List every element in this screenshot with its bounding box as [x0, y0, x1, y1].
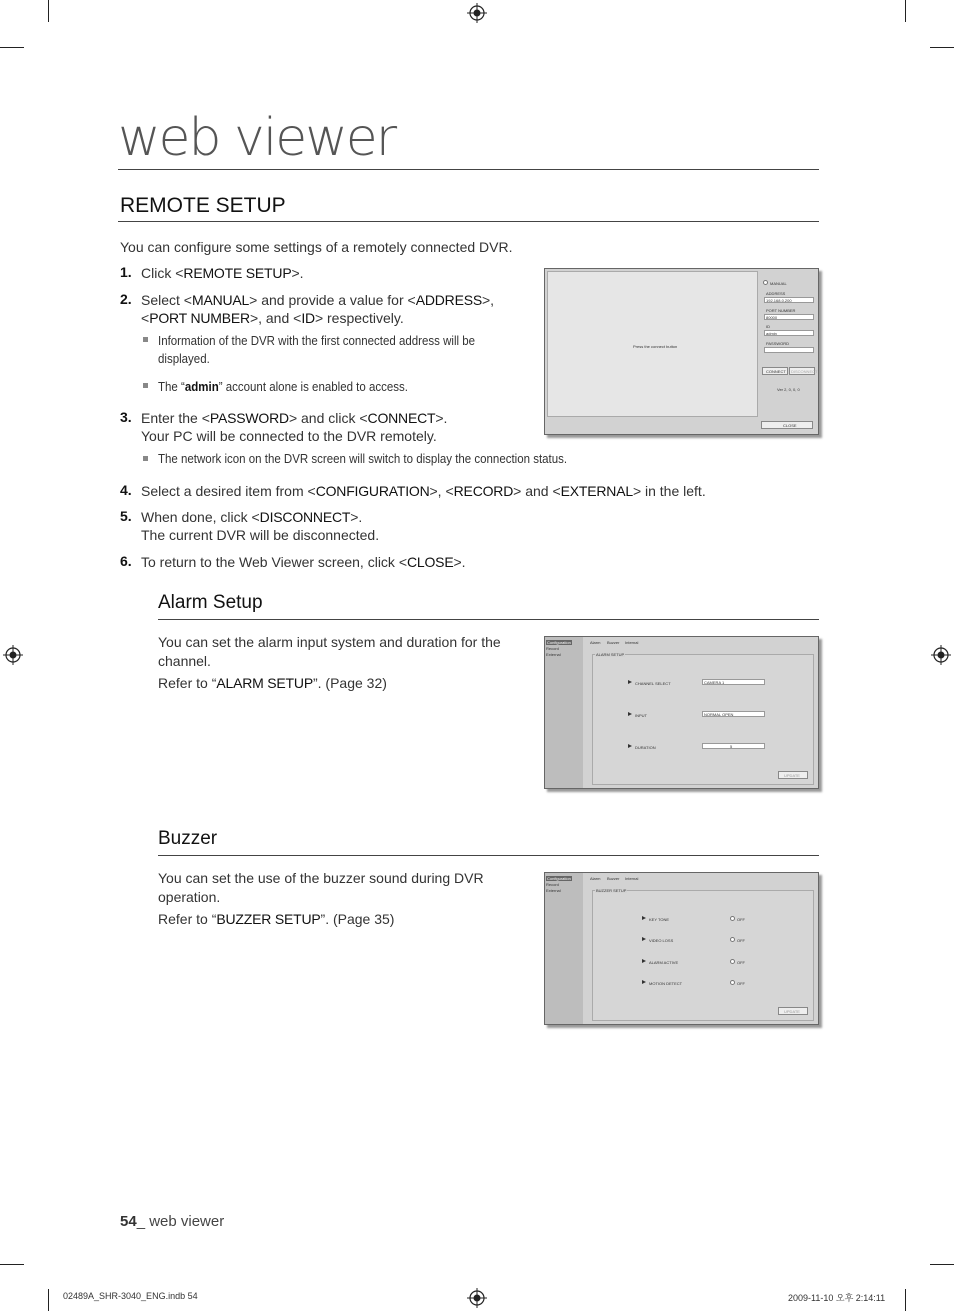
- arrow-icon: [642, 980, 646, 984]
- row-value: OFF: [737, 981, 745, 986]
- buzzer-desc-line2: operation.: [158, 889, 221, 905]
- registration-mark-icon: [931, 645, 951, 665]
- menu-external[interactable]: External: [546, 652, 561, 657]
- settings-sidebar: [545, 637, 583, 788]
- connection-view-panel: [547, 271, 758, 417]
- port-label: PORT NUMBER: [766, 308, 796, 313]
- close-button[interactable]: CLOSE: [761, 421, 813, 429]
- crop-mark: [905, 0, 906, 22]
- step-number: 5.: [120, 508, 132, 524]
- row-label: INPUT: [635, 713, 647, 718]
- print-file-info: 02489A_SHR-3040_ENG.indb 54: [63, 1291, 198, 1301]
- crop-mark: [0, 47, 24, 48]
- step-number: 4.: [120, 482, 132, 498]
- page-footer: [120, 1213, 224, 1230]
- motion-detect-radio[interactable]: [730, 980, 735, 985]
- tab-alarm[interactable]: Alarm: [590, 640, 601, 645]
- step-3-text: Enter the <PASSWORD> and click <CONNECT>.: [141, 410, 448, 426]
- manual-radio[interactable]: [763, 280, 768, 285]
- note-text: displayed.: [158, 352, 210, 366]
- note-text: The network icon on the DVR screen will switch to display the connection status.: [158, 452, 568, 466]
- port-field[interactable]: 80000: [764, 314, 814, 320]
- buzzer-setup-screenshot: [544, 872, 819, 1025]
- row-value: OFF: [737, 917, 745, 922]
- alarm-active-radio[interactable]: [730, 959, 735, 964]
- chapter-divider: [118, 169, 819, 170]
- password-field[interactable]: [764, 347, 814, 353]
- step-number: 1.: [120, 264, 132, 280]
- menu-record[interactable]: Record: [546, 882, 559, 887]
- arrow-icon: [642, 959, 646, 963]
- alarm-setup-group: [592, 654, 814, 785]
- tab-buzzer[interactable]: Buzzer: [607, 876, 620, 881]
- group-title: BUZZER SETUP: [596, 888, 627, 893]
- crop-mark: [930, 47, 954, 48]
- address-label: ADDRESS: [766, 291, 786, 296]
- row-label: KEY TONE: [649, 917, 670, 922]
- disconnect-button[interactable]: DISCONNECT: [791, 369, 818, 374]
- crop-mark: [48, 0, 49, 22]
- video-loss-radio[interactable]: [730, 937, 735, 942]
- arrow-icon: [628, 680, 632, 684]
- alarm-desc: You can set the alarm input system and duration for the: [158, 634, 501, 650]
- buzzer-setup-group: [592, 890, 814, 1021]
- step-5-text: When done, click <DISCONNECT>.: [141, 509, 363, 525]
- manual-label: MANUAL: [770, 281, 787, 286]
- row-label: DURATION: [635, 745, 656, 750]
- buzzer-divider: [158, 855, 819, 856]
- page-label: _ web viewer: [136, 1213, 225, 1230]
- note-bullet-icon: [143, 456, 148, 461]
- alarm-setup-divider: [158, 619, 819, 620]
- step-2-text: Select <MANUAL> and provide a value for <ADDRESS>,: [141, 292, 495, 308]
- id-field[interactable]: admin: [764, 330, 814, 336]
- arrow-icon: [642, 916, 646, 920]
- menu-configuration[interactable]: Configuration: [547, 876, 571, 881]
- row-value: OFF: [737, 960, 745, 965]
- row-label: CHANNEL SELECT: [635, 681, 671, 686]
- registration-mark-icon: [467, 3, 487, 23]
- section-divider: [118, 221, 819, 222]
- settings-sidebar: [545, 873, 583, 1024]
- menu-configuration[interactable]: Configuration: [547, 640, 571, 645]
- chapter-title: web viewer: [118, 108, 396, 168]
- print-date-info: 2009-11-10 오후 2:14:11: [788, 1293, 886, 1303]
- section-intro: You can configure some settings of a remotely connected DVR.: [120, 239, 513, 255]
- remote-setup-screenshot: [544, 268, 819, 435]
- arrow-icon: [628, 744, 632, 748]
- arrow-icon: [628, 712, 632, 716]
- step-3-text-line2: Your PC will be connected to the DVR remotely.: [141, 428, 437, 444]
- tab-alarm[interactable]: Alarm: [590, 876, 601, 881]
- arrow-icon: [642, 937, 646, 941]
- buzzer-refer: Refer to “BUZZER SETUP”. (Page 35): [158, 911, 395, 927]
- registration-mark-icon: [3, 645, 23, 665]
- crop-mark: [930, 1264, 954, 1265]
- password-label: PASSWORD: [766, 341, 790, 346]
- row-label: MOTION DETECT: [649, 981, 683, 986]
- step-2-text-line2: <PORT NUMBER>, and <ID> respectively.: [141, 310, 404, 326]
- note-text: The “admin” account alone is enabled to access.: [158, 380, 408, 394]
- menu-external[interactable]: External: [546, 888, 561, 893]
- connect-button[interactable]: CONNECT: [762, 367, 788, 375]
- note-bullet-icon: [143, 337, 148, 342]
- tab-internal[interactable]: Internal: [625, 876, 639, 881]
- update-button[interactable]: UPDATE: [778, 1007, 808, 1015]
- tab-internal[interactable]: Internal: [625, 640, 639, 645]
- alarm-refer: Refer to “ALARM SETUP”. (Page 32): [158, 675, 387, 691]
- group-title: ALARM SETUP: [596, 652, 625, 657]
- connect-hint: Press the connect button: [633, 344, 678, 349]
- update-button[interactable]: UPDATE: [778, 771, 808, 779]
- registration-mark-icon: [467, 1288, 487, 1308]
- crop-mark: [905, 1289, 906, 1311]
- alarm-setup-screenshot: [544, 636, 819, 789]
- input-select[interactable]: NORMAL OPEN: [702, 711, 765, 717]
- tab-buzzer[interactable]: Buzzer: [607, 640, 620, 645]
- step-6-text: To return to the Web Viewer screen, click <CLOSE>.: [141, 554, 466, 570]
- buzzer-title: Buzzer: [158, 828, 218, 849]
- id-label: ID: [766, 324, 770, 329]
- note-bullet-icon: [143, 383, 148, 388]
- row-label: VIDEO LOSS: [649, 938, 674, 943]
- step-number: 6.: [120, 553, 132, 569]
- duration-stepper[interactable]: 5: [702, 743, 765, 749]
- address-field[interactable]: 192.168.0.200: [764, 297, 814, 303]
- alarm-setup-title: Alarm Setup: [158, 592, 263, 613]
- key-tone-radio[interactable]: [730, 916, 735, 921]
- step-number: 3.: [120, 409, 132, 425]
- note-text: Information of the DVR with the first connected address will be: [158, 334, 476, 348]
- crop-mark: [0, 1264, 24, 1265]
- page-number: 54: [120, 1213, 137, 1230]
- buzzer-desc: You can set the use of the buzzer sound during DVR: [158, 870, 484, 886]
- step-4-text: Select a desired item from <CONFIGURATION>, <RECORD> and <EXTERNAL> in the left.: [141, 483, 706, 499]
- crop-mark: [48, 1289, 49, 1311]
- row-value: OFF: [737, 938, 745, 943]
- step-5-text-line2: The current DVR will be disconnected.: [141, 527, 380, 543]
- step-1-text: Click <REMOTE SETUP>.: [141, 265, 304, 281]
- row-label: ALARM ACTIVE: [649, 960, 679, 965]
- section-title: REMOTE SETUP: [120, 194, 286, 217]
- step-number: 2.: [120, 291, 132, 307]
- version-text: Ver 2, 0, 0, 0: [777, 387, 800, 392]
- alarm-desc-line2: channel.: [158, 653, 211, 669]
- menu-record[interactable]: Record: [546, 646, 559, 651]
- channel-select[interactable]: CAMERA 1: [702, 679, 765, 685]
